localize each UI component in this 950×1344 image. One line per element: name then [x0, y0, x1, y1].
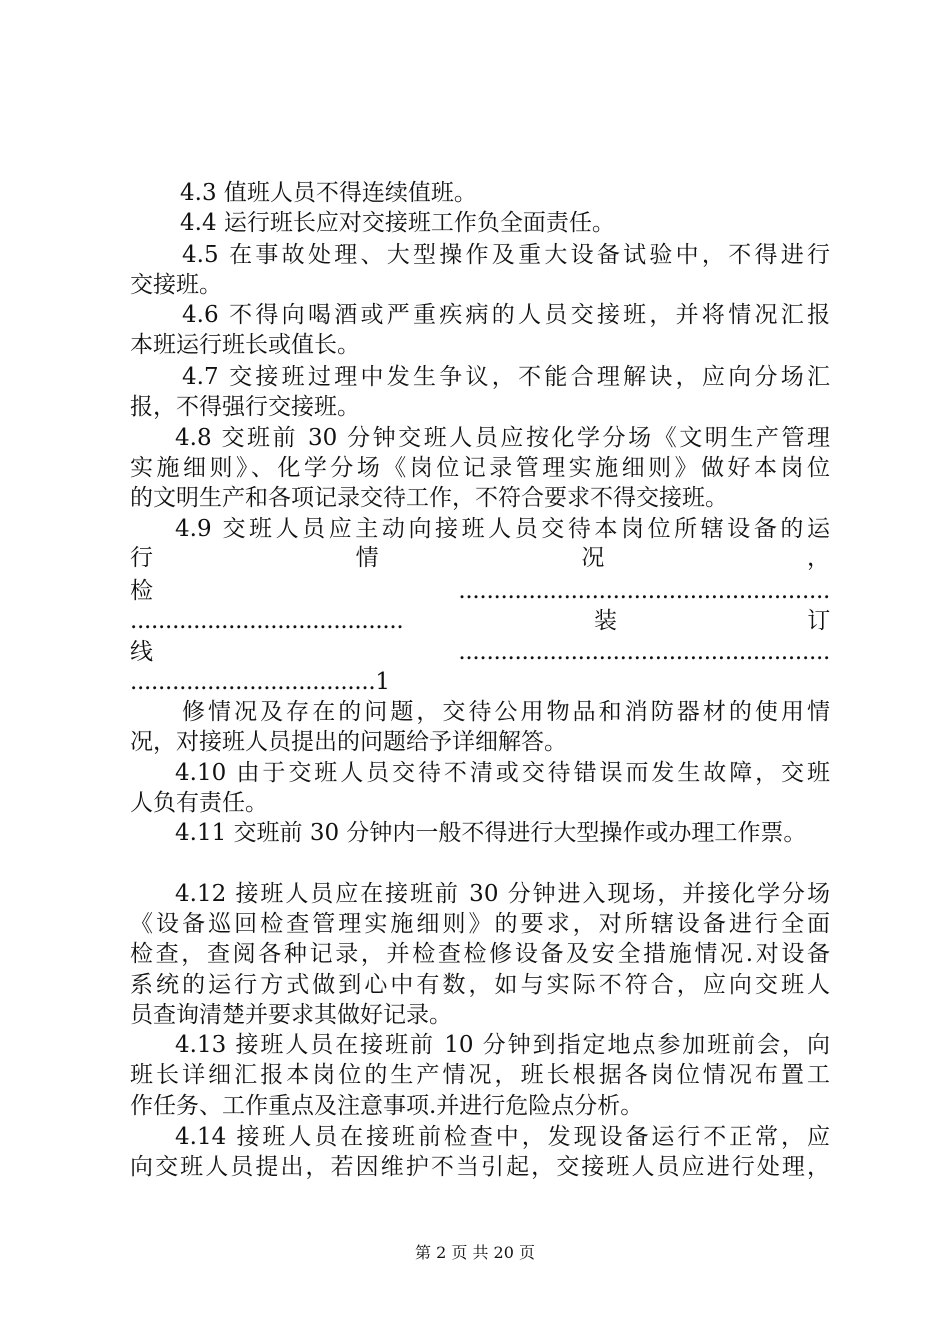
text-line: 实施细则》、化学分场《岗位记录管理实施细则》做好本岗位 — [130, 455, 830, 481]
text-line: 修情况及存在的问题，交待公用物品和消防器材的使用情 — [182, 699, 830, 725]
text-line: 本班运行班长或值长。 — [130, 332, 360, 358]
text-line: 4.8 交班前 30 分钟交班人员应按化学分场《文明生产管理 — [175, 425, 830, 451]
text-line: ...................................1 — [130, 669, 390, 695]
text-line: 员查询清楚并要求其做好记录。 — [130, 1002, 452, 1028]
text-line: 4.11 交班前 30 分钟内一般不得进行大型操作或办理工作票。 — [175, 820, 807, 846]
text-line: 线..................................................... — [130, 639, 830, 665]
text-line: 况，对接班人员提出的问题给予详细解答。 — [130, 729, 567, 755]
text-line: 4.13 接班人员在接班前 10 分钟到指定地点参加班前会，向 — [175, 1032, 830, 1058]
text-line: 向交班人员提出，若因维护不当引起，交接班人员应进行处理， — [130, 1154, 830, 1180]
text-line: 交接班。 — [130, 272, 222, 298]
text-line: ....................................... 装 订 — [130, 608, 830, 634]
text-line: 4.4 运行班长应对交接班工作负全面责任。 — [180, 210, 615, 236]
text-line: 报，不得强行交接班。 — [130, 394, 360, 420]
page-footer: 第 2 页 共 20 页 — [415, 1243, 535, 1262]
text-line: 班长详细汇报本岗位的生产情况，班长根据各岗位情况布置工 — [130, 1062, 830, 1088]
text-line: 检查，查阅各种记录，并检查检修设备及安全措施情况.对设备 — [130, 941, 830, 967]
text-line: 4.7 交接班过理中发生争议，不能合理解诀，应向分场汇 — [182, 364, 830, 390]
text-line: 的文明生产和各项记录交待工作，不符合要求不得交接班。 — [130, 485, 728, 511]
text-line: 4.14 接班人员在接班前检查中，发现设备运行不正常，应 — [175, 1124, 830, 1150]
text-line: 《设备巡回检查管理实施细则》的要求，对所辖设备进行全面 — [130, 911, 830, 937]
text-line: 人负有责任。 — [130, 790, 268, 816]
text-line: 检..................................................... — [130, 578, 830, 604]
text-line: 4.9 交班人员应主动向接班人员交待本岗位所辖设备的运 — [175, 516, 830, 542]
text-line: 作任务、工作重点及注意事项.并进行危险点分析。 — [130, 1093, 644, 1119]
text-line: 系统的运行方式做到心中有数，如与实际不符合，应向交班人 — [130, 972, 830, 998]
text-line: 4.6 不得向喝酒或严重疾病的人员交接班，并将情况汇报 — [182, 302, 830, 328]
text-line: 4.12 接班人员应在接班前 30 分钟进入现场，并接化学分场 — [175, 881, 830, 907]
text-line: 4.5 在事故处理、大型操作及重大设备试验中，不得进行 — [182, 242, 830, 268]
text-line: 行 情 况 ， — [130, 545, 830, 571]
text-line: 4.10 由于交班人员交待不清或交待错误而发生故障，交班 — [175, 760, 830, 786]
text-line: 4.3 值班人员不得连续值班。 — [180, 180, 477, 206]
